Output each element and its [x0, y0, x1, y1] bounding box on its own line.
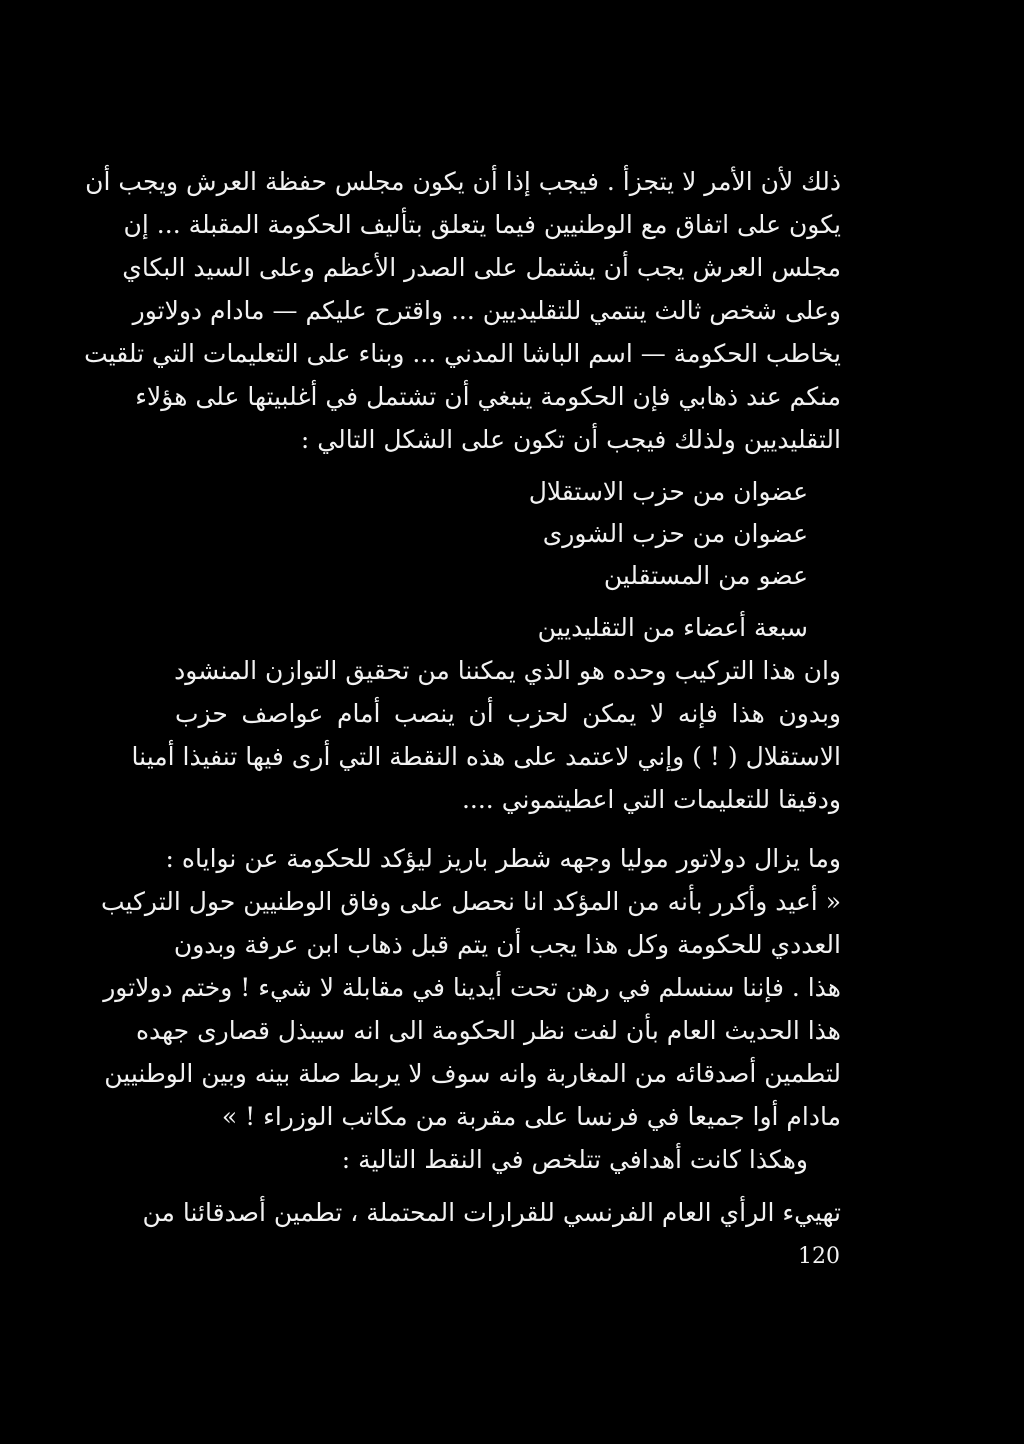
page-number: 120 — [798, 1244, 840, 1269]
list-item: سبعة أعضاء من التقليديين — [537, 613, 808, 642]
list-item: عضوان من حزب الاستقلال — [528, 477, 808, 506]
text-line: وعلى شخص ثالث ينتمي للتقليديين ... واقترح عليكم — مادام دولاتور — [132, 296, 841, 325]
paragraph-1 — [84, 160, 841, 461]
text-line: « أعيد وأكرر بأنه من المؤكد انا نحصل على وفاق الوطنيين حول التركيب — [100, 887, 841, 916]
text-line: التقليديين ولذلك فيجب أن تكون على الشكل التالي : — [300, 425, 841, 454]
text-line: العددي للحكومة وكل هذا يجب أن يتم قبل ذهاب ابن عرفة وبدون — [173, 930, 841, 959]
text-line: وهكذا كانت أهدافي تتلخص في النقط التالية : — [341, 1145, 808, 1174]
text-line: يخاطب الحكومة — اسم الباشا المدني ... وبناء على التعليمات التي تلقيت — [84, 339, 841, 368]
text-line: الاستقلال ( ! ) وإني لاعتمد على هذه النقطة التي أرى فيها تنفيذا أمينا — [131, 742, 841, 771]
paragraph-2 — [131, 649, 841, 821]
text-line: لتطمين أصدقائه من المغاربة وانه سوف لا يربط صلة بينه وبين الوطنيين — [104, 1059, 841, 1088]
text-line: ذلك لأن الأمر لا يتجزأ . فيجب إذا أن يكون مجلس حفظة العرش ويجب أن — [85, 167, 841, 196]
text-line: هذا . فإننا سنسلم في رهن تحت أيدينا في مقابلة لا شيء ! وختم دولاتور — [103, 973, 841, 1002]
text-line: مادام أوا جميعا في فرنسا على مقربة من مكاتب الوزراء ! » — [221, 1102, 841, 1131]
text-line: مجلس العرش يجب أن يشتمل على الصدر الأعظم وعلى السيد البكاي — [122, 253, 841, 282]
list-item: عضوان من حزب الشورى — [542, 519, 808, 548]
text-line: وبدون هذا فإنه لا يمكن لحزب أن ينصب أمام عواصف حزب — [175, 699, 841, 728]
paragraph-4 — [175, 1138, 841, 1181]
text-line: تهييء الرأي العام الفرنسي للقرارات المحتملة ، تطمين أصدقائنا من — [142, 1198, 841, 1227]
text-line: منكم عند ذهابي فإن الحكومة ينبغي أن تشتمل في أغلبيتها على هؤلاء — [135, 382, 841, 411]
text-line: ودقيقا للتعليمات التي اعطيتموني .... — [461, 785, 841, 814]
text-line: يكون على اتفاق مع الوطنيين فيما يتعلق بتأليف الحكومة المقبلة ... إن — [123, 210, 841, 239]
text-line: هذا الحديث العام بأن لفت نظر الحكومة الى انه سيبذل قصارى جهده — [135, 1016, 841, 1045]
list-item: عضو من المستقلين — [603, 561, 808, 590]
document-page — [84, 160, 841, 1234]
text-line: وما يزال دولاتور موليا وجهه شطر باريز ليؤكد للحكومة عن نواياه : — [165, 844, 841, 873]
composition-list — [175, 471, 808, 649]
paragraph-3 — [100, 837, 841, 1138]
text-line: وان هذا التركيب وحده هو الذي يمكننا من تحقيق التوازن المنشود — [174, 656, 841, 685]
paragraph-5 — [142, 1191, 841, 1234]
